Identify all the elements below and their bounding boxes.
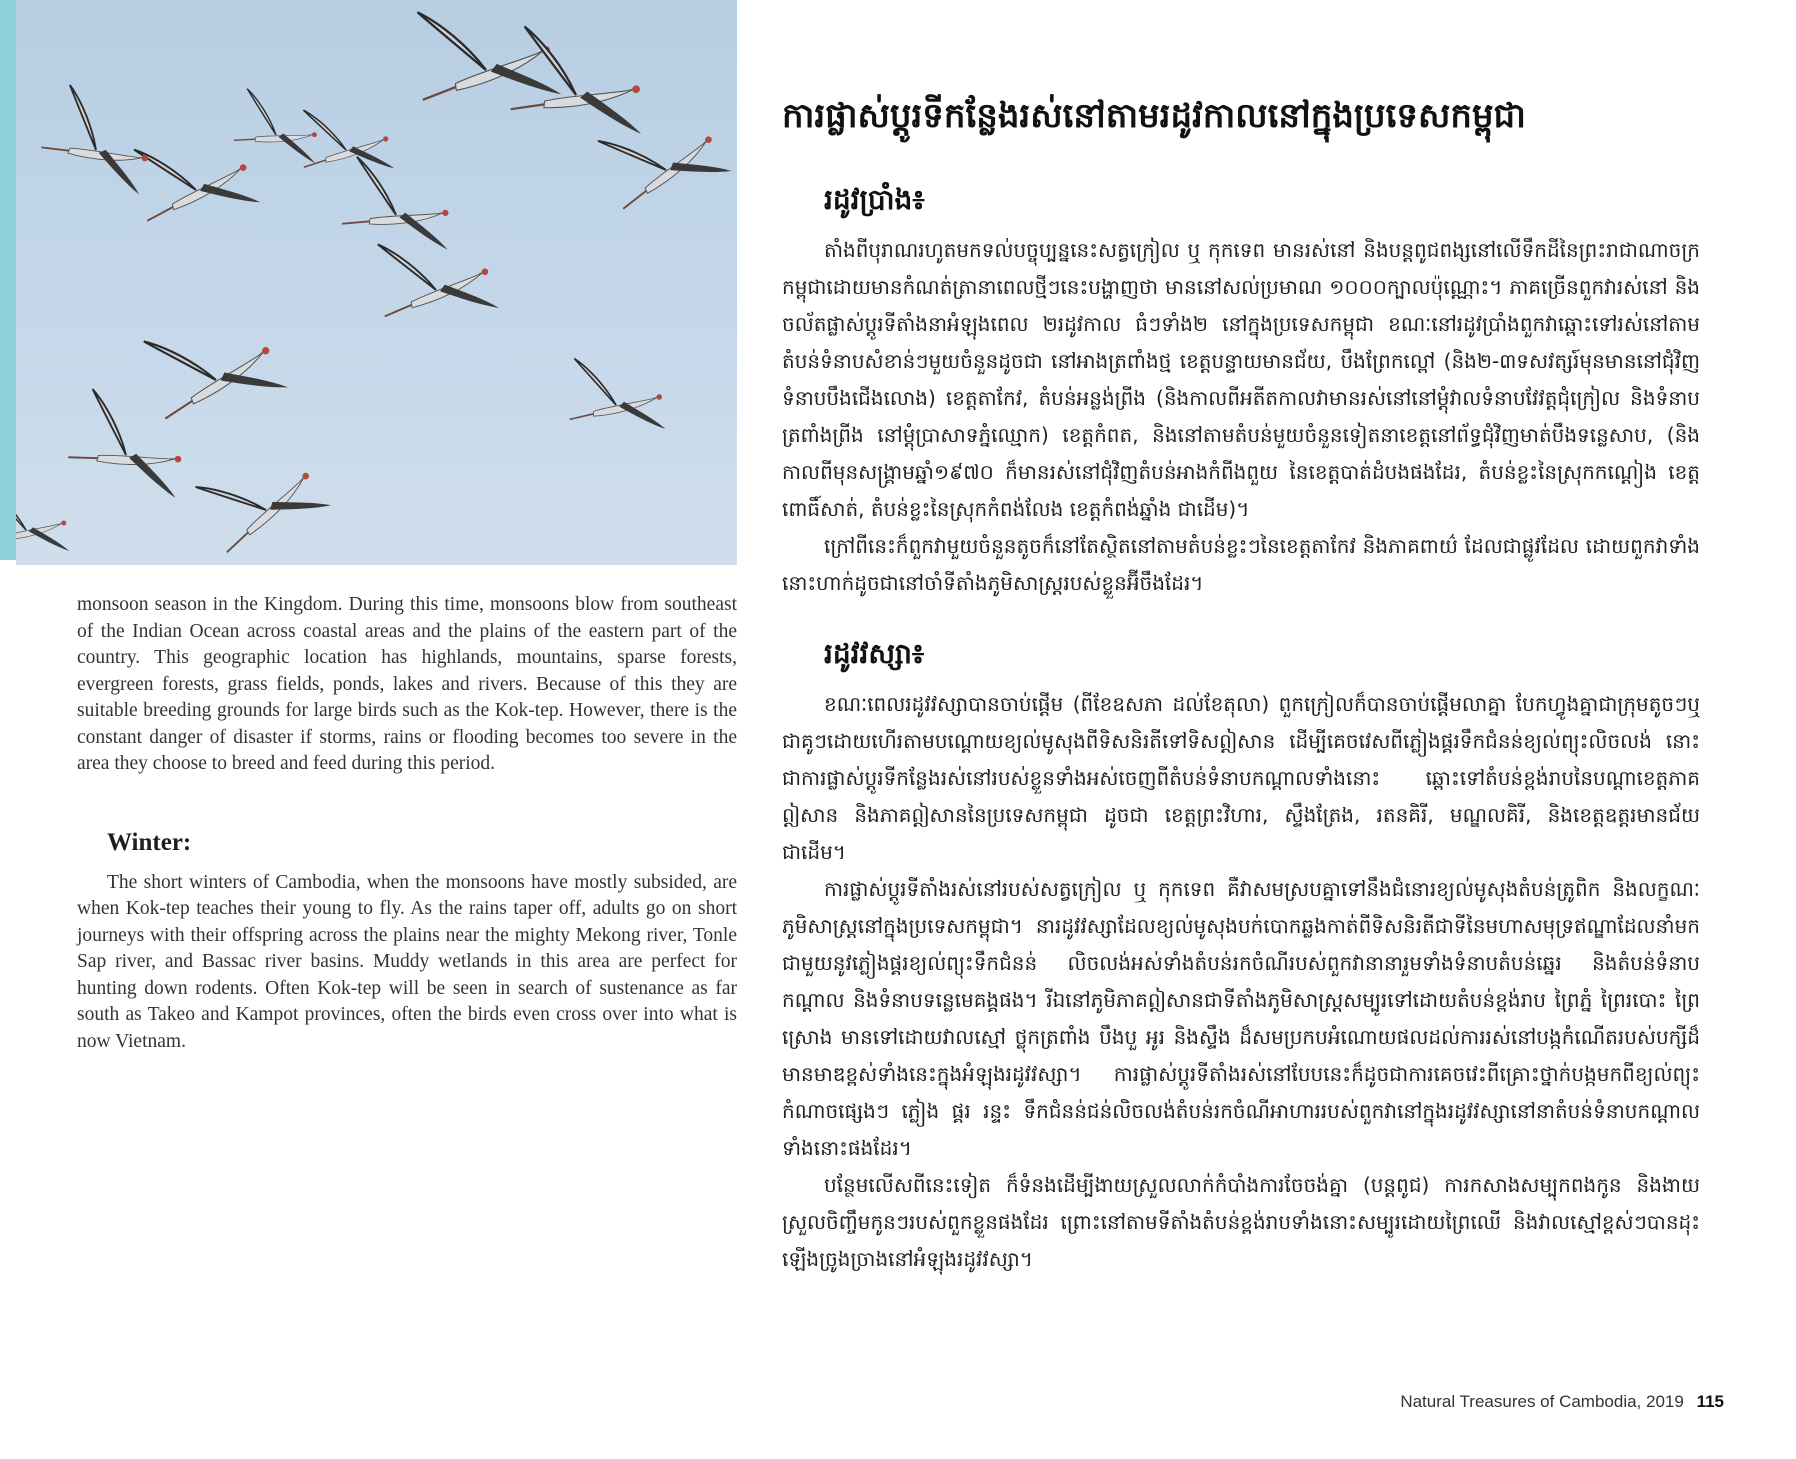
dry-season-paragraph-2: ក្រៅពីនេះក៏ពួកវាមួយចំនួនតូចក៏នៅតែស្ថិតនៅតាមតំបន់ខ្លះៗនៃខេត្តតាកែវ និងភាគពាយ៌ ដែលជាផ្លូវដែល ដោយពួកវាទាំងនោះហាក់ដូចជានៅចាំទីតាំងភូមិសាស្ត្ររបស់ខ្លួនអ៊ីចឹងដែរ។ — [782, 534, 1700, 595]
article-title: ការផ្លាស់ប្តូរទីកន្លែងរស់នៅតាមរដូវកាលនៅក្នុងប្រទេសកម្ពុជា — [782, 96, 1526, 136]
dry-season-paragraph-1: តាំងពីបុរាណរហូតមកទល់បច្ចុប្បន្ននេះសត្វក្រៀល ឬ កុកទេព មានរស់នៅ និងបន្តពូជពង្សនៅលើទឹកដីនៃព្រះរាជាណាចក្រកម្ពុជាដោយមានកំណត់ត្រានាពេលថ្មីៗនេះបង្ហាញថា មាននៅសល់ប្រមាណ ១០០០ក្បាលប៉ុណ្ណោះ។ ភាគច្រើនពួកវារស់នៅ និងចល័តផ្លាស់ប្តូរទីតាំងនាអំឡុងពេល ២រដូវកាល ធំៗទាំង២ នៅក្នុងប្រទេសកម្ពុជា ខណៈនៅរដូវប្រាំងពួកវាឆ្ពោះទៅរស់នៅតាមតំបន់ទំនាបសំខាន់ៗមួយចំនួនដូចជា នៅអាងត្រពាំងថ្ម ខេត្តបន្ទាយមានជ័យ, បឹងព្រែកល្ពៅ (និង២-៣ទសវត្សរ៍មុនមាននៅជុំវិញទំនាបបឹងជើងលោង) ខេត្តតាកែវ, តំបន់អន្លង់ព្រីង (និងកាលពីអតីតកាលវាមានរស់នៅនៅម្តុំវាលទំនាបវែវត្តជុំក្រៀល និងទំនាបត្រពាំងព្រីង នៅម្តុំប្រាសាទភ្នំឈ្មោក) ខេត្តកំពត, និងនៅតាមតំបន់មួយចំនួនទៀតនាខេត្តនៅព័ទ្ធជុំវិញមាត់បឹងទន្លេសាប, (និងកាលពីមុនសង្គ្រាមឆ្នាំ១៩៧០ ក៏មានរស់នៅជុំវិញតំបន់អាងកំពីងពួយ នៃខេត្តបាត់ដំបងផងដែរ, តំបន់ខ្លះនៃស្រុកកណ្តៀង ខេត្តពោធិ៍សាត់, តំបន់ខ្លះនៃស្រុកកំពង់លែង ខេត្តកំពង់ឆ្នាំង ជាដើម)។ — [782, 238, 1700, 521]
flying-cranes-photo — [16, 0, 737, 565]
winter-heading: Winter: — [107, 828, 192, 856]
crane-icon — [191, 433, 332, 562]
english-text-column — [77, 592, 737, 1055]
page-footer — [1400, 1392, 1724, 1412]
rainy-season-paragraph-3: បន្ថែមលើសពីនេះទៀត ក៏ទំនងដើម្បីងាយស្រួលលាក់កំបាំងការចែចង់គ្នា (បន្តពូជ) ការកសាងសម្បុកពងកូន និងងាយស្រួលចិញ្ចឹមកូនៗរបស់ពួកខ្លួនផងដែរ ព្រោះនៅតាមទីតាំងតំបន់ខ្ពង់រាបទាំងនោះសម្បូរដោយព្រៃឈើ និងវាលស្មៅខ្ពស់ៗបានដុះឡើងច្រូងច្រាងនៅអំឡុងរដូវវស្សា។ — [782, 1173, 1700, 1271]
cranes-illustration — [16, 0, 737, 565]
crane-icon — [138, 301, 288, 431]
crane-icon — [65, 388, 197, 498]
rainy-season-paragraph-2: ការផ្លាស់ប្តូរទីតាំងរស់នៅរបស់សត្វក្រៀល ឬ កុកទេព គឺវាសមស្របគ្នាទៅនឹងជំនោរខ្យល់មូសុងតំបន់ត្រូពិក និងលក្ខណៈភូមិសាស្ត្រនៅក្នុងប្រទេសកម្ពុជា។ នារដូវវស្សាដែលខ្យល់មូសុងបក់បោកឆ្លងកាត់ពីទិសនិរតីជាទីនៃមហាសមុទ្រឥណ្ឌាដែលនាំមកជាមួយនូវភ្លៀងផ្គរខ្យល់ព្យុះទឹកជំនន់ លិចលង់អស់ទាំងតំបន់រកចំណីរបស់ពួកវានានារួមទាំងទំនាបតំបន់ឆ្នេរ និងតំបន់ទំនាបកណ្តាល និងទំនាបទន្លេមេគង្គផង។ រីឯនៅភូមិភាគឦសានជាទីតាំងភូមិសាស្ត្រសម្បូរទៅដោយតំបន់ខ្ពង់រាប ព្រៃភ្នំ ព្រៃរបោះ ព្រៃស្រោង មានទៅដោយវាលស្មៅ ថ្លុកត្រពាំង បឹងបួ អូរ និងស្ទឹង ដ៏សមប្រកបអំណោយផលដល់ការរស់នៅបង្កកំណើតរបស់បក្សីដ៏មានមាឌខ្ពស់ទាំងនេះក្នុងអំឡុងរដូវវស្សា។ ការផ្លាស់ប្តូរទីតាំងរស់នៅបែបនេះក៏ដូចជាការគេចវេះពីគ្រោះថ្នាក់បង្កមកពីខ្យល់ព្យុះកំណាចផ្សេងៗ ភ្លៀង ផ្គរ រន្ទះ ទឹកជំនន់ជន់លិចលង់តំបន់រកចំណីអាហាររបស់ពួកវានៅក្នុងរដូវវស្សានៅនាតំបន់ទំនាបកណ្តាលទាំងនោះផងដែរ។ — [782, 877, 1700, 1160]
crane-icon — [411, 0, 562, 113]
crane-icon — [232, 88, 325, 163]
rainy-season-paragraph-1: ខណៈពេលរដូវវស្សាបានចាប់ផ្តើម (ពីខែឧសភា ដល់ខែតុលា) ពួកក្រៀលក៏បានចាប់ផ្តើមលាគ្នា បែកហ្វូងគ្នាជាក្រុមតូចៗឬជាគូៗដោយហើរតាមបណ្តោយខ្យល់មូសុងពីទិសនិរតីទៅទិសឦសាន ដើម្បីគេចវេសពីភ្លៀងផ្គរទឹកជំនន់ខ្យល់ព្យុះលិចលង់ នោះជាការផ្លាស់ប្តូរទីកន្លែងរស់នៅរបស់ខ្លួនទាំងអស់ចេញពីតំបន់ទំនាបកណ្តាលទាំងនោះ ឆ្ពោះទៅតំបន់ខ្ពង់រាបនៃបណ្តាខេត្តភាគឦសាន និងភាគឦសាននៃប្រទេសកម្ពុជា ដូចជា ខេត្តព្រះវិហារ, ស្ទឹងត្រែង, រតនគិរី, មណ្ឌលគិរី, និងខេត្តឧត្តរមានជ័យ ជាដើម។ — [782, 692, 1700, 864]
crane-icon — [16, 489, 69, 551]
khmer-text-column — [782, 88, 1700, 1278]
crane-icon — [299, 103, 394, 177]
crane-icon — [570, 359, 666, 429]
winter-paragraph: The short winters of Cambodia, when the monsoons have mostly subsided, are when Kok-tep teaches their young to fly. As the rains taper off, adults go on short journeys with their offspring across the plains near the mighty Mekong river, Tonle Sap river, and Bassac river basins. Muddy wetlands in this area are perfect for hunting down rodents. Often Kok-tep will be seen in search of sustenance as far south as Takeo and Kampot provinces, often the birds even cross over into what is now Vietnam. — [77, 871, 737, 1052]
page-edge-strip — [0, 0, 16, 560]
crane-icon — [341, 156, 459, 249]
dry-season-heading: រដូវប្រាំង៖ — [824, 183, 925, 216]
crane-icon — [129, 122, 261, 232]
rainy-season-heading: រដូវវស្សា៖ — [824, 637, 925, 670]
page-number: 115 — [1696, 1392, 1724, 1411]
monsoon-paragraph: monsoon season in the Kingdom. During this time, monsoons blow from southeast of the Indian Ocean across coastal areas and the plains of the eastern part of the country. This geographic location has highlands, mountains, sparse forests, evergreen forests, grass fields, ponds, lakes and rivers. Because of this they are suitable breeding grounds for large birds such as the Kok-tep. However, there is the constant danger of disaster if storms, rains or flooding becomes too severe in the area they choose to breed and feed during this period. — [77, 594, 737, 774]
publication-name: Natural Treasures of Cambodia, 2019 — [1400, 1392, 1684, 1411]
crane-icon — [38, 83, 167, 194]
